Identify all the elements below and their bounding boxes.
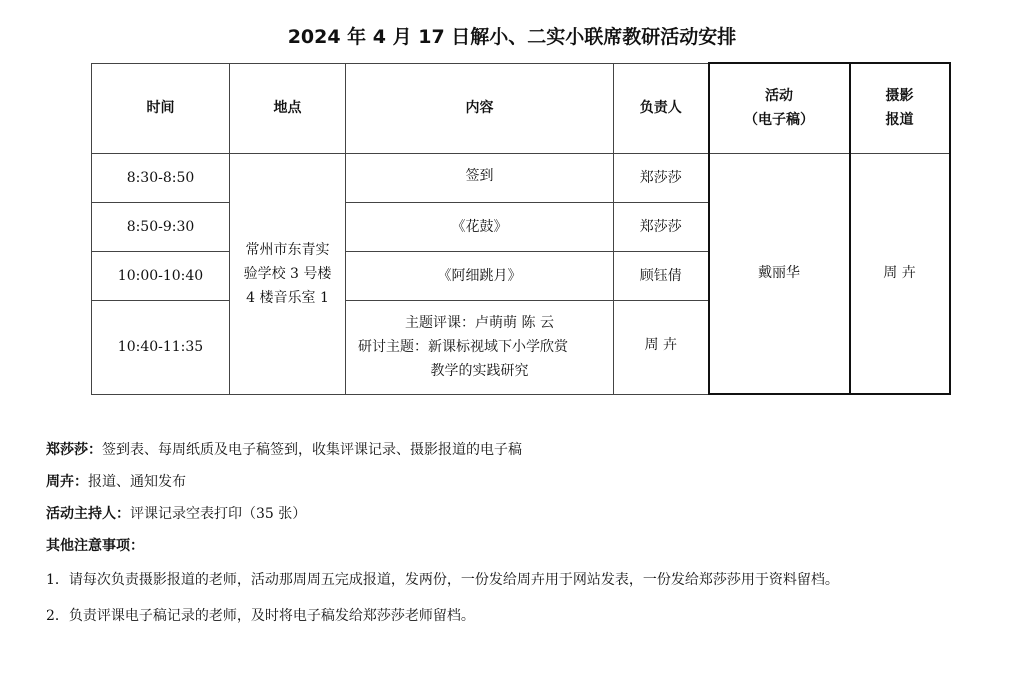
table-row (92, 153, 950, 202)
row-owner: 周 卉 (614, 300, 709, 394)
place-line3: 4 楼音乐室 1 (246, 289, 329, 306)
row-time: 8:30-8:50 (92, 153, 230, 202)
row-content: 《阿细跳月》 (346, 251, 614, 300)
row-time: 10:00-10:40 (92, 251, 230, 300)
note-host (46, 498, 1006, 530)
header-activity-line2: （电子稿） (744, 112, 814, 129)
row-owner: 郑莎莎 (614, 153, 709, 202)
header-activity-line1: 活动 (765, 88, 793, 105)
row-time: 10:40-11:35 (92, 300, 230, 394)
content-line3: 教学的实践研究 (430, 363, 529, 379)
photo-person-cell: 周 卉 (850, 153, 950, 394)
document-title: 2024 年 4 月 17 日解小、二实小联席教研活动安排 (287, 26, 737, 48)
row-content: 《花鼓》 (346, 202, 614, 251)
other-note-item-1: 1．请每次负责摄影报道的老师，活动那周周五完成报道，发两份，一份发给周卉用于网站发表，一份发给郑莎莎用于资料留档。 (46, 572, 839, 588)
row-owner: 郑莎莎 (614, 202, 709, 251)
place-cell (230, 153, 346, 394)
schedule-table (91, 62, 951, 395)
notes-section (46, 434, 1006, 634)
row-owner: 顾钰倩 (614, 251, 709, 300)
header-content: 内容 (346, 63, 614, 153)
note-text: 评课记录空表打印（35 张） (130, 506, 307, 522)
note-label: 活动主持人： (46, 506, 130, 522)
header-owner: 负责人 (614, 63, 709, 153)
note-zhengshasha (46, 434, 1006, 466)
row-content-multi (346, 300, 614, 394)
row-time: 8:50-9:30 (92, 202, 230, 251)
header-photo-line1: 摄影 (885, 88, 914, 105)
header-place: 地点 (230, 63, 346, 153)
header-time: 时间 (92, 63, 230, 153)
row-content: 签到 (346, 153, 614, 202)
note-label: 周卉： (46, 474, 88, 490)
content-line2: 研讨主题：新课标视域下小学欣赏 (358, 339, 568, 355)
header-photo-line2: 报道 (885, 112, 914, 129)
note-text: 签到表、每周纸质及电子稿签到，收集评课记录、摄影报道的电子稿 (102, 442, 522, 458)
other-note-item-2: 2．负责评课电子稿记录的老师，及时将电子稿发给郑莎莎老师留档。 (46, 608, 475, 624)
place-line1: 常州市东青实 (245, 241, 330, 258)
note-label: 郑莎莎： (46, 442, 102, 458)
header-photo (850, 63, 950, 153)
note-text: 报道、通知发布 (88, 474, 186, 490)
other-notes-heading: 其他注意事项： (46, 538, 144, 554)
place-line2: 验学校 3 号楼 (243, 265, 332, 282)
activity-person-cell: 戴丽华 (709, 153, 850, 394)
note-zhouhui (46, 466, 1006, 498)
content-line1: 主题评课：卢萌萌 陈 云 (405, 315, 554, 331)
header-activity (709, 63, 850, 153)
table-header-row (92, 63, 950, 153)
